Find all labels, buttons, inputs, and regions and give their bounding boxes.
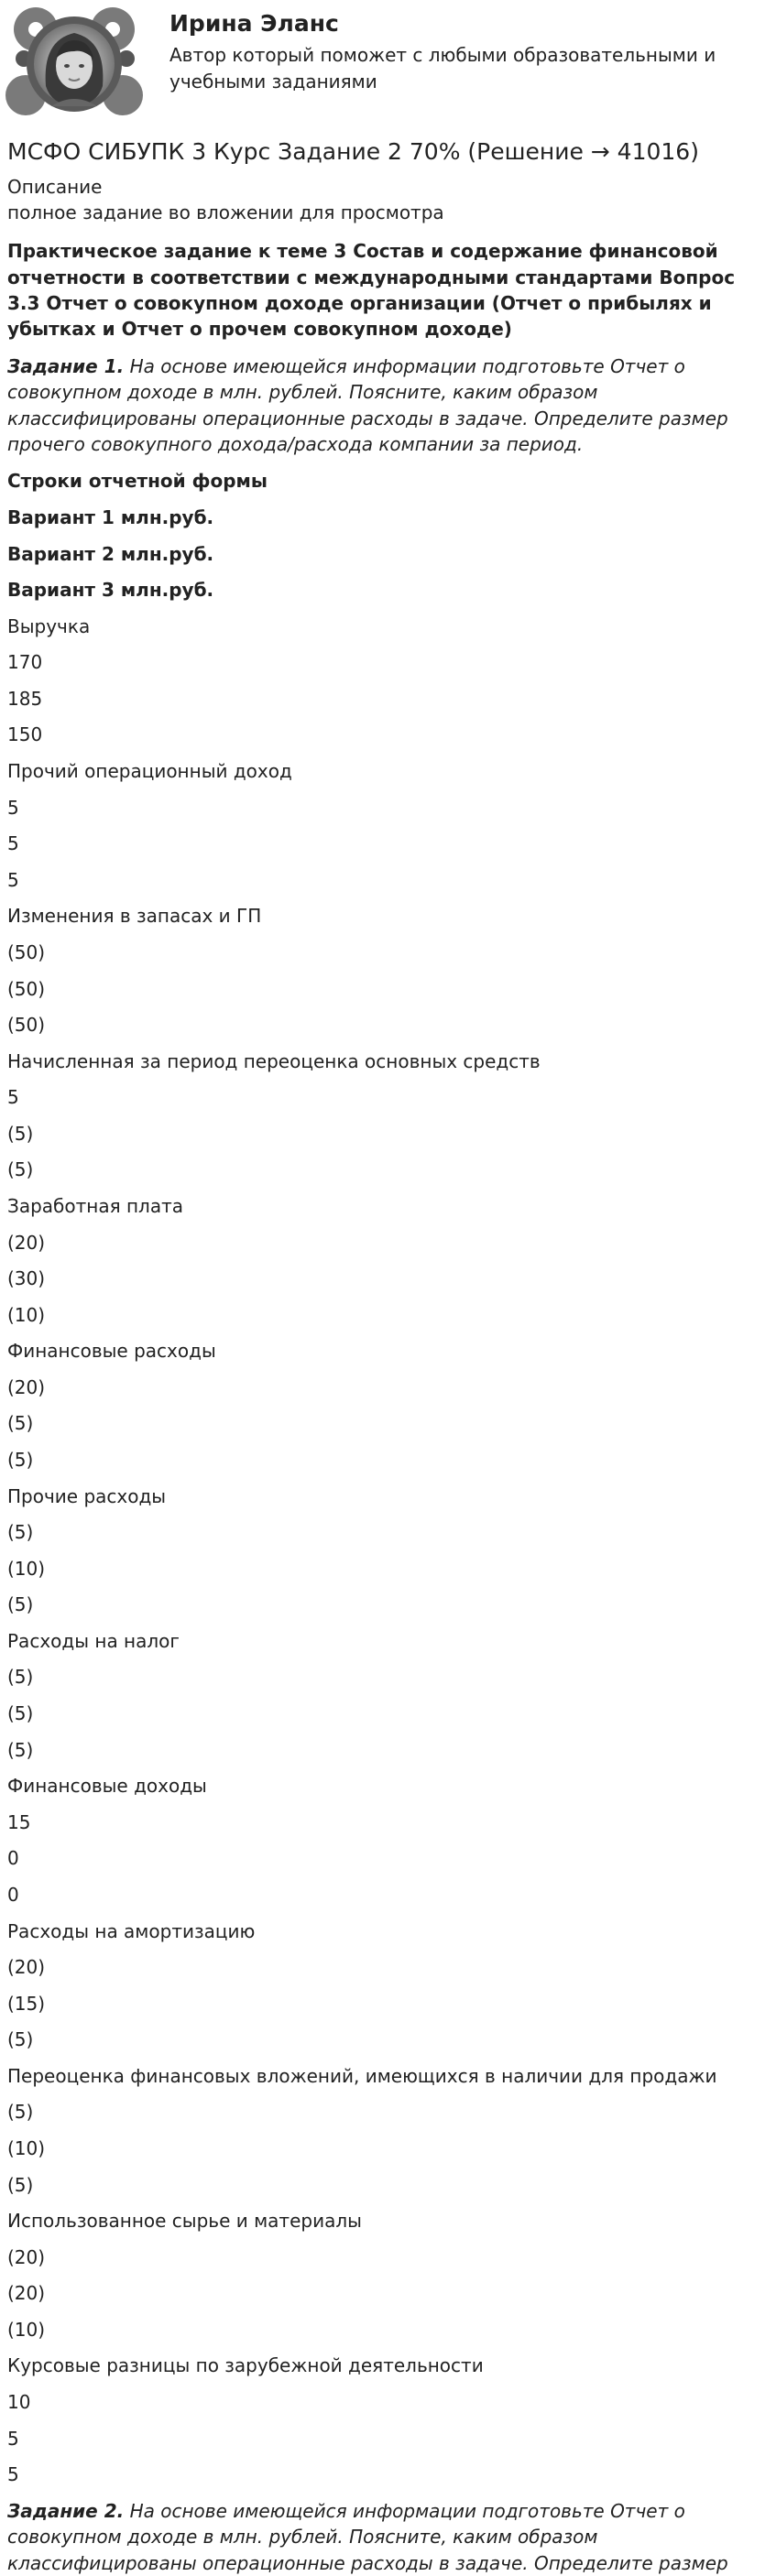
report-row: Расходы на налог <box>7 1629 180 1652</box>
report-row: (10) <box>7 2137 46 2159</box>
report-row: (20) <box>7 2245 46 2268</box>
report-rows <box>7 468 771 2487</box>
report-row: Вариант 1 млн.руб. <box>7 505 214 528</box>
report-row: Прочие расходы <box>7 1484 167 1507</box>
report-row: (5) <box>7 1666 34 1689</box>
report-row: 170 <box>7 651 43 674</box>
report-row: (10) <box>7 1557 46 1580</box>
report-row: (20) <box>7 2282 46 2305</box>
report-row: (5) <box>7 1158 34 1181</box>
report-row: 5 <box>7 1086 19 1109</box>
task-2 <box>7 2498 771 2576</box>
report-row: 5 <box>7 868 19 891</box>
report-row: (5) <box>7 1593 34 1616</box>
report-row: Начисленная за период переоценка основных средств <box>7 1049 541 1072</box>
work-content <box>0 119 776 2576</box>
report-row: (5) <box>7 1521 34 1544</box>
report-row: (50) <box>7 940 46 963</box>
report-row: (5) <box>7 1449 34 1472</box>
report-row: 185 <box>7 687 43 710</box>
description-note: полное задание во вложении для просмотра <box>7 201 444 223</box>
report-row: Финансовые доходы <box>7 1775 207 1798</box>
report-row: (5) <box>7 1702 34 1725</box>
report-row: Выручка <box>7 614 91 637</box>
report-row: (20) <box>7 1375 46 1398</box>
report-row: 10 <box>7 2391 31 2414</box>
report-row: Изменения в запасах и ГП <box>7 905 262 928</box>
report-row: Финансовые расходы <box>7 1340 216 1363</box>
description-label: Описание <box>7 175 103 198</box>
report-row: (5) <box>7 2173 34 2196</box>
report-row: Использованное сырье и материалы <box>7 2210 362 2233</box>
report-row: Заработная плата <box>7 1194 183 1217</box>
report-row: (30) <box>7 1267 46 1290</box>
report-row: Вариант 2 млн.руб. <box>7 542 214 565</box>
report-row: 15 <box>7 1810 31 1833</box>
task-1 <box>7 353 771 458</box>
report-row: (15) <box>7 1992 46 2015</box>
author-name[interactable]: Ирина Эланс <box>169 10 339 37</box>
task-1-label: Задание 1. <box>7 354 125 377</box>
report-row: (5) <box>7 2028 34 2051</box>
report-row: (5) <box>7 1412 34 1435</box>
report-row: (5) <box>7 1738 34 1761</box>
report-row: Переоценка финансовых вложений, имеющихся в наличии для продажи <box>7 2064 717 2087</box>
report-row: 0 <box>7 1847 19 1870</box>
report-row: (50) <box>7 977 46 1000</box>
report-row: (50) <box>7 1014 46 1037</box>
report-row: (20) <box>7 1956 46 1979</box>
report-row: Курсовые разницы по зарубежной деятельности <box>7 2354 484 2377</box>
report-row: (5) <box>7 1122 34 1145</box>
author-avatar[interactable] <box>5 4 143 119</box>
report-row: 5 <box>7 832 19 855</box>
report-row: Прочий операционный доход <box>7 760 292 783</box>
report-row: (5) <box>7 2101 34 2124</box>
task-2-text: На основе имеющейся информации подготовьте Отчет о совокупном доходе в млн. рублей. Поясните, каким образом классифицированы операционные расходы в задаче. Определите размер <box>7 2499 728 2574</box>
report-row: 5 <box>7 796 19 819</box>
report-row: Вариант 3 млн.руб. <box>7 579 214 602</box>
task-2-label: Задание 2. <box>7 2499 125 2522</box>
report-row: 5 <box>7 2427 19 2450</box>
report-row: 150 <box>7 723 43 746</box>
task-heading: Практическое задание к теме 3 Состав и содержание финансовой отчетности в соответствии с международными стандартами Вопрос 3.3 Отчет о совокупном доходе организации (Отчет о прибылях и убытках и Отчет о прочем совокупном доходе) <box>7 240 736 341</box>
work-title: МСФО СИБУПК 3 Курс Задание 2 70% (Решение → 41016) <box>7 138 699 165</box>
task-1-text: На основе имеющейся информации подготовьте Отчет о совокупном доходе в млн. рублей. Поясните, каким образом классифицированы операционные расходы в задаче. Определите размер прочего совокупного дохода/расхода компании за период. <box>7 354 728 456</box>
report-row: 0 <box>7 1883 19 1906</box>
report-row: (20) <box>7 1231 46 1254</box>
author-header <box>0 0 776 119</box>
report-row: Расходы на амортизацию <box>7 1919 256 1942</box>
report-row: (10) <box>7 1303 46 1326</box>
report-row: Строки отчетной формы <box>7 470 268 493</box>
report-row: (10) <box>7 2318 46 2341</box>
report-row: 5 <box>7 2463 19 2486</box>
author-description: Автор который поможет с любыми образовательными и учебными заданиями <box>169 44 716 92</box>
